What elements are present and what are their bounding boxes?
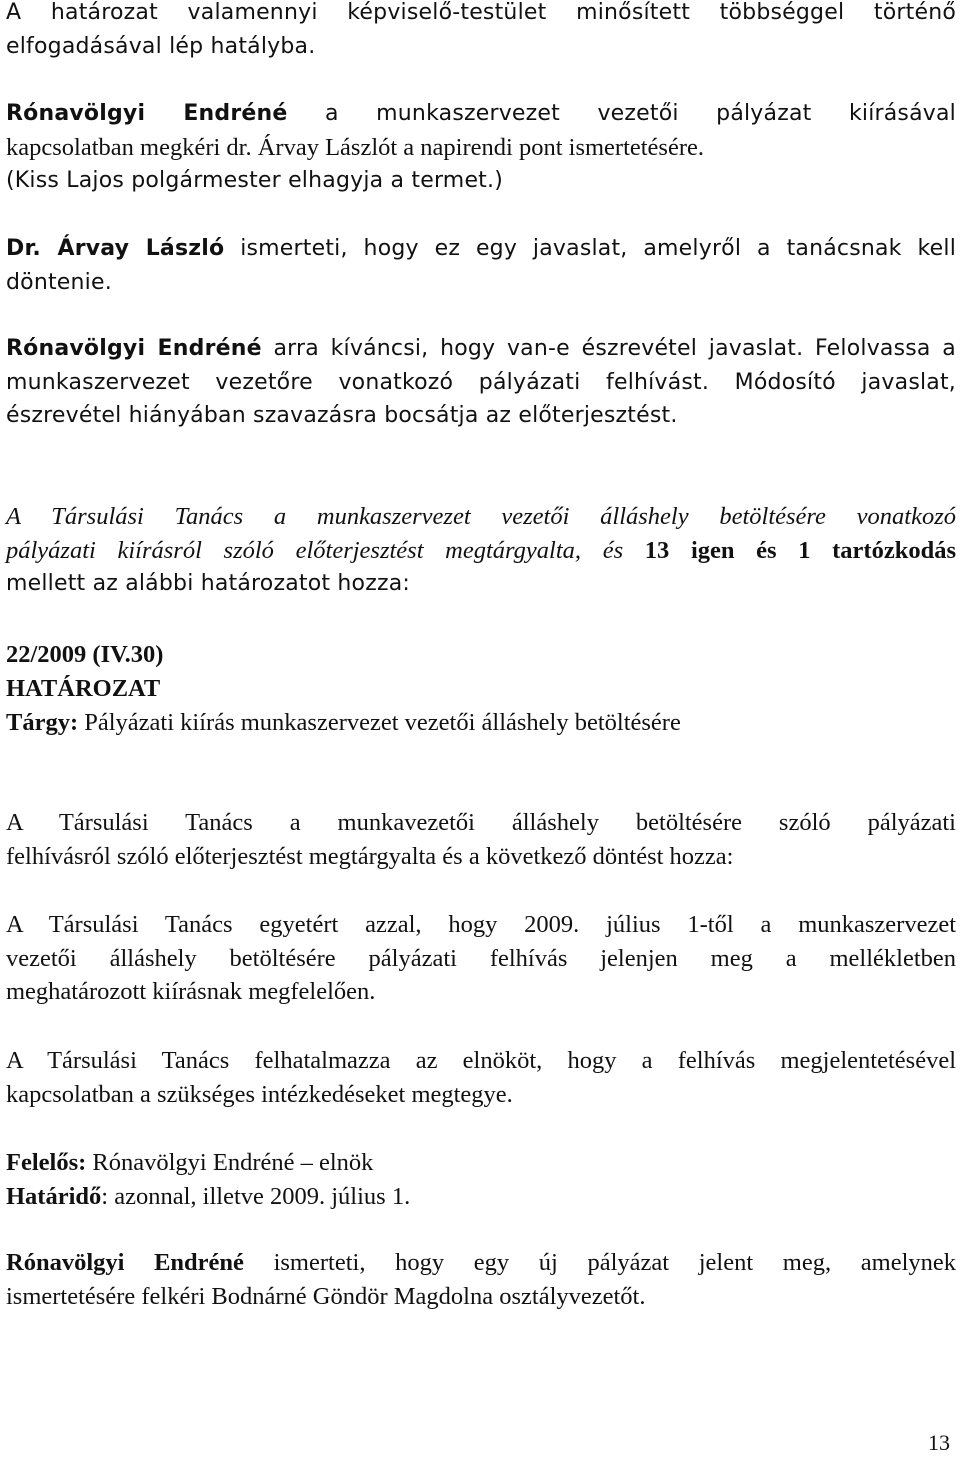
text-segment: a munkaszervezet vezetői pályázat kiírásával (287, 101, 956, 126)
text-line: A Társulási Tanács a munkaszervezet vezetői álláshely betöltésére vonatkozó (6, 503, 956, 530)
resolution-number: 22/2009 (IV.30) (6, 641, 164, 668)
text-line: felhívásról szóló előterjesztést megtárgyalta és a következő döntést hozza: (6, 842, 734, 870)
paragraph-authorization (6, 1044, 956, 1111)
resolution-subject (6, 706, 681, 740)
speaker-name: Rónavölgyi Endréné (6, 101, 288, 126)
deadline-value: : azonnal, illetve 2009. július 1. (101, 1183, 411, 1210)
paragraph-arvay-statement (6, 232, 956, 299)
text-line: vezetői álláshely betöltésére pályázati felhívás jelenjen meg a mellékletben (6, 944, 956, 972)
text-segment: arra kíváncsi, hogy van-e észrevétel javaslat. Felolvassa a (261, 336, 956, 361)
text-line: (Kiss Lajos polgármester elhagyja a termet.) (6, 168, 503, 193)
text-line (6, 534, 956, 568)
text-segment: ismerteti, hogy egy új pályázat jelent meg, amelynek (243, 1249, 957, 1276)
text-line: A határozat valamennyi képviselő-testület minősített többséggel történő (6, 0, 956, 25)
text-line: A Társulási Tanács a munkavezetői álláshely betöltésére szóló pályázati (6, 809, 956, 836)
responsible-value: Rónavölgyi Endréné – elnök (86, 1149, 374, 1176)
text-line: elfogadásával lép hatályba. (6, 33, 316, 59)
text-segment: ismerteti, hogy ez egy javaslat, amelyről a tanácsnak kell (224, 236, 957, 261)
speaker-name: Dr. Árvay László (6, 236, 225, 261)
text-line: mellett az alábbi határozatot hozza: (6, 571, 410, 596)
speaker-name: Rónavölgyi Endréné (6, 336, 262, 361)
text-line (6, 96, 956, 131)
subject-label: Tárgy: (6, 709, 79, 736)
text-line: ismertetésére felkéri Bodnárné Göndör Magdolna osztályvezetőt. (6, 1282, 646, 1310)
text-line: kapcsolatban megkéri dr. Árvay Lászlót a napirendi pont ismertetésére. (6, 133, 704, 161)
responsible-line (6, 1146, 373, 1180)
document-page (6, 0, 956, 1468)
resolution-heading: HATÁROZAT (6, 675, 161, 702)
deadline-label: Határidő (6, 1183, 102, 1210)
paragraph-effective-date (6, 0, 956, 63)
deadline-line (6, 1180, 410, 1214)
text-line (6, 232, 956, 266)
vote-count: 13 igen és 1 tartózkodás (644, 536, 956, 564)
text-line: döntenie. (6, 269, 112, 295)
text-line (6, 332, 956, 366)
paragraph-chair-reading (6, 332, 956, 433)
text-line: kapcsolatban a szükséges intézkedéseket megtegye. (6, 1080, 513, 1108)
text-line: A Társulási Tanács egyetért azzal, hogy 2009. július 1-től a munkaszervezet (6, 911, 956, 938)
speaker-name: Rónavölgyi Endréné (6, 1249, 244, 1276)
paragraph-vote-result (6, 500, 956, 601)
responsible-label: Felelős: (6, 1149, 87, 1176)
paragraph-chair-request (6, 96, 956, 198)
text-line: A Társulási Tanács felhatalmazza az elnököt, hogy a felhívás megjelentetésével (6, 1047, 956, 1074)
text-line: észrevétel hiányában szavazásra bocsátja az előterjesztést. (6, 403, 678, 428)
text-line: munkaszervezet vezetőre vonatkozó pályázati felhívást. Módosító javaslat, (6, 369, 956, 395)
paragraph-decision-intro (6, 806, 956, 873)
paragraph-new-tender (6, 1246, 956, 1313)
text-segment: pályázati kiírásról szóló előterjesztést megtárgyalta, és (6, 536, 645, 564)
text-line: meghatározott kiírásnak megfelelően. (6, 978, 376, 1005)
page-number: 13 (928, 1430, 950, 1455)
paragraph-decision-content (6, 908, 956, 1009)
text-line (6, 1246, 956, 1280)
subject-text: Pályázati kiírás munkaszervezet vezetői álláshely betöltésére (78, 709, 681, 736)
